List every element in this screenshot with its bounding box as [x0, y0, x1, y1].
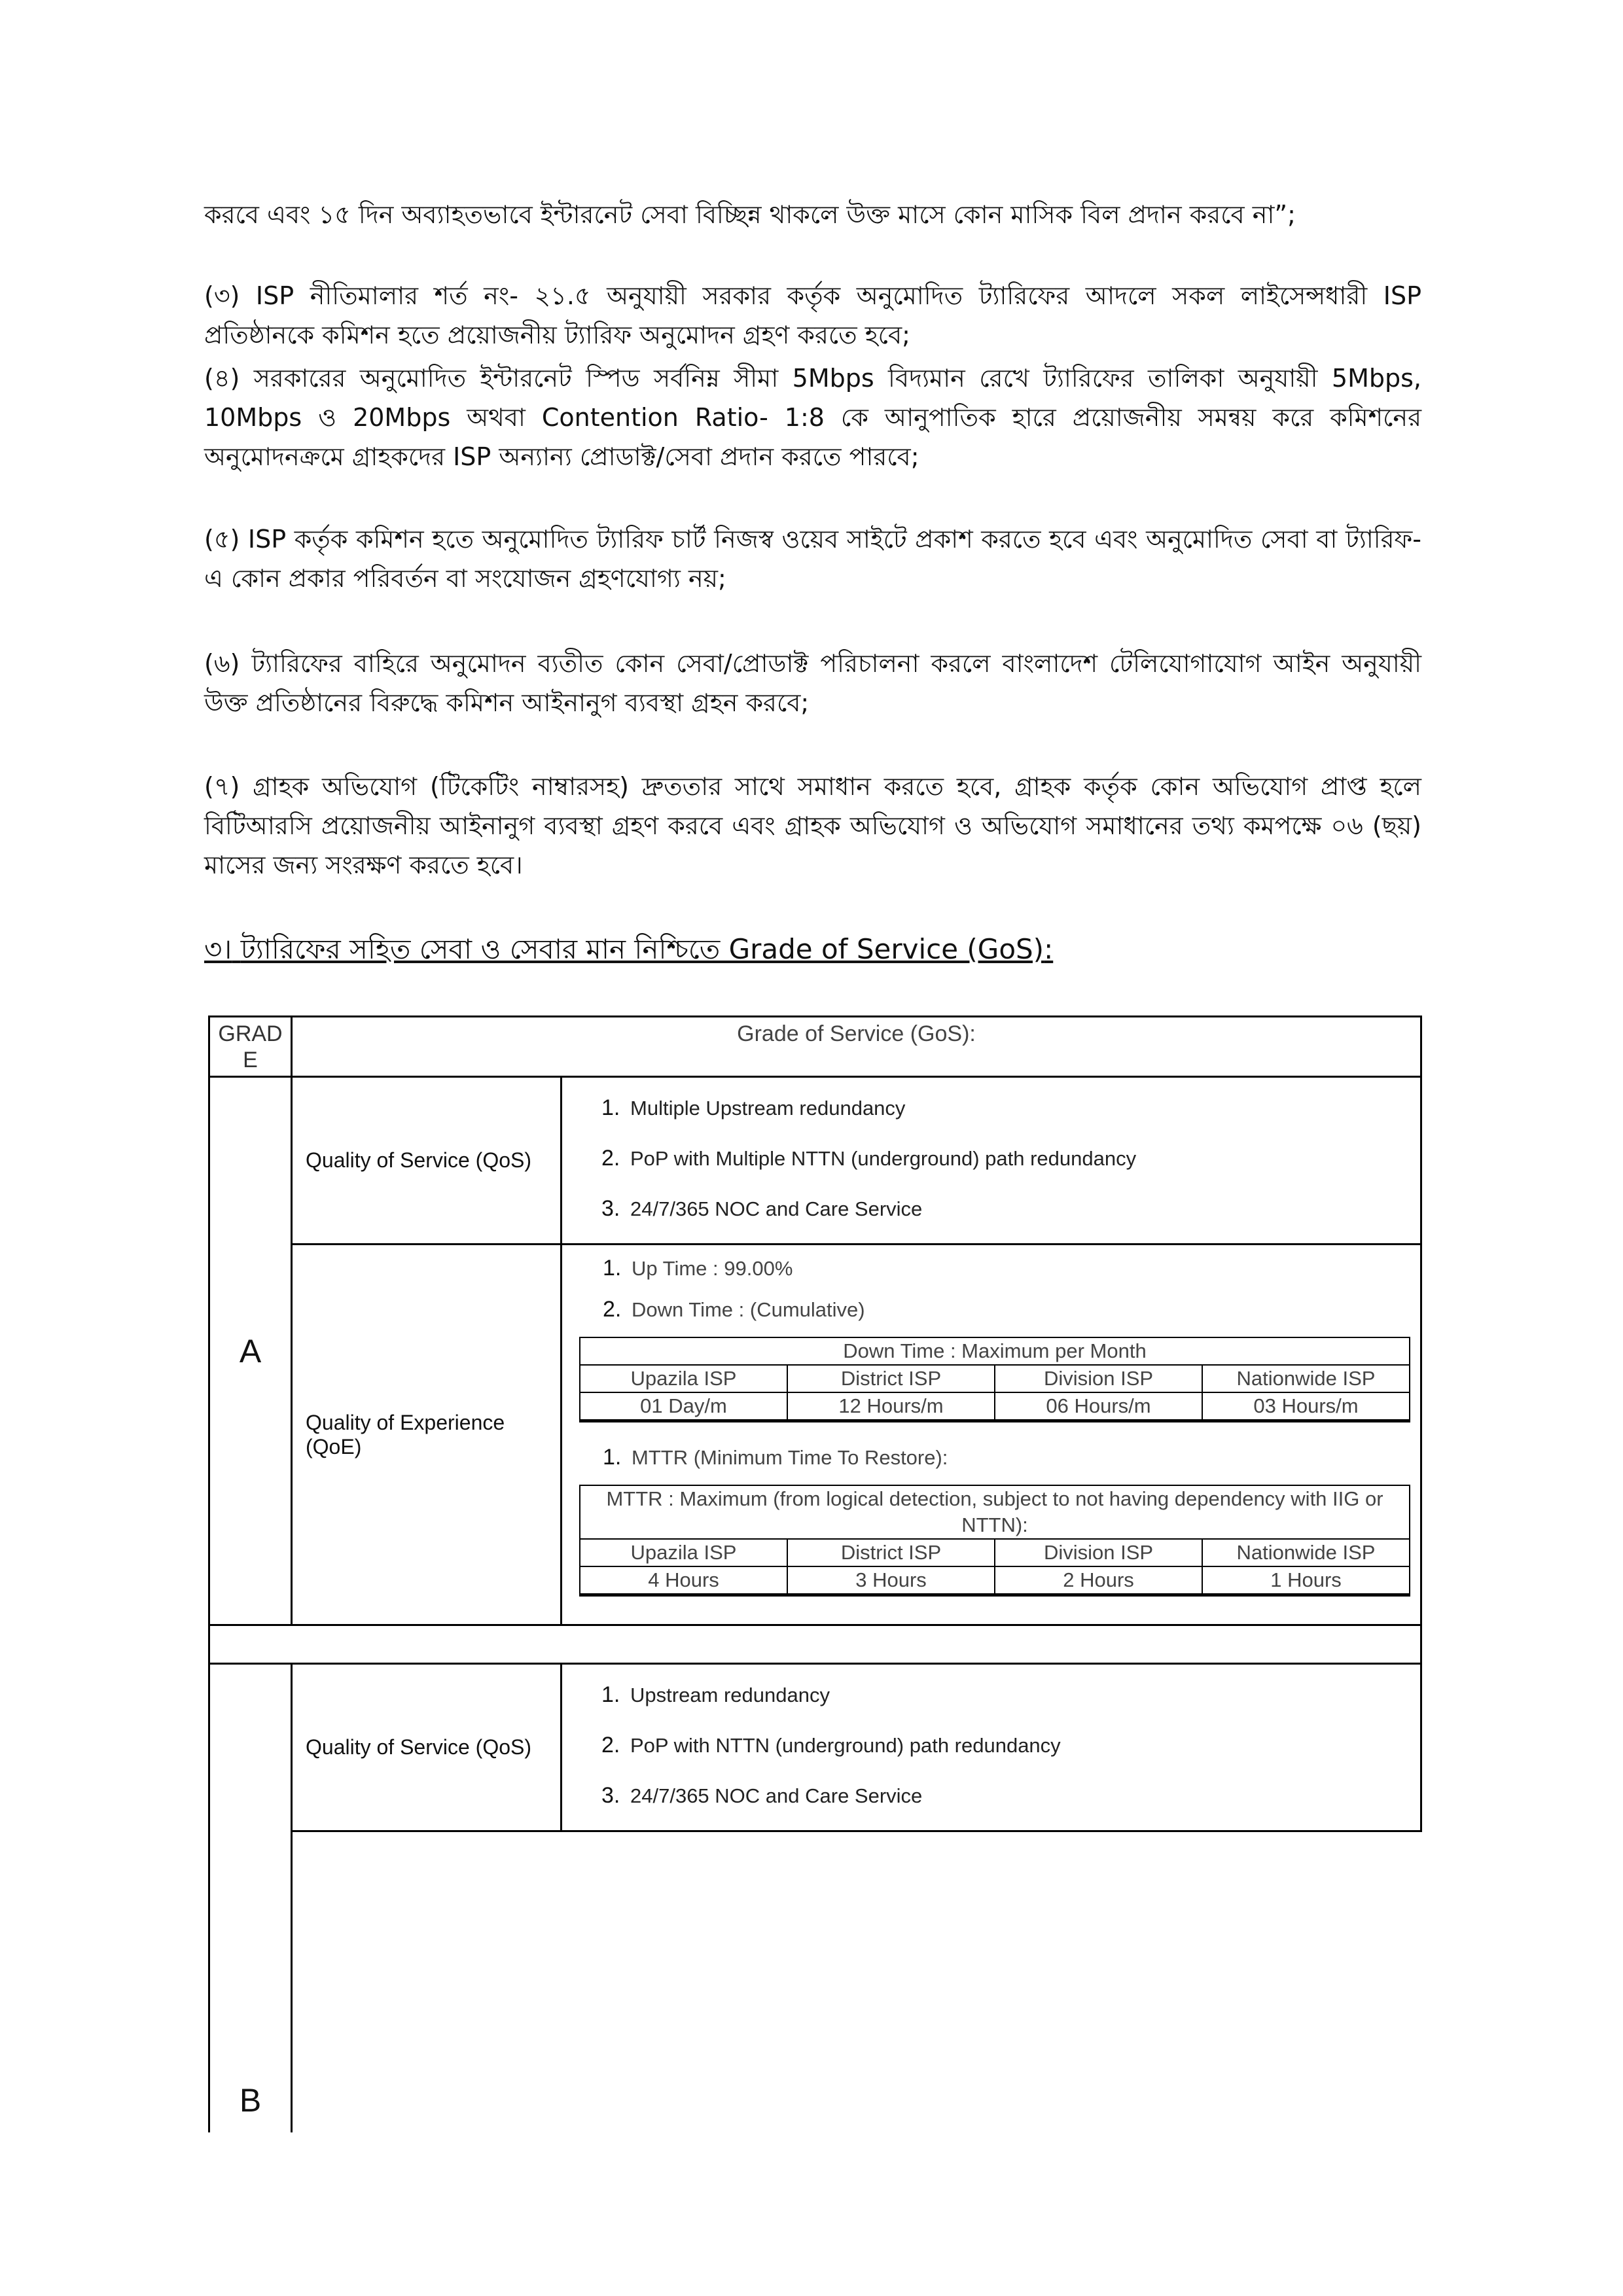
gos-header: Grade of Service (GoS):	[292, 1017, 1421, 1077]
list-item: 1. Up Time : 99.00%	[603, 1256, 793, 1280]
table-cell: 2 Hours	[995, 1566, 1202, 1595]
table-header: District ISP	[787, 1365, 995, 1392]
list-item: 2. Down Time : (Cumulative)	[603, 1297, 865, 1322]
mttr-table-title: MTTR : Maximum (from logical detection, subject to not having dependency with IIG or NTTN):	[580, 1485, 1410, 1539]
table-header: Upazila ISP	[580, 1365, 787, 1392]
table-spacer-row	[209, 1625, 1421, 1664]
grade-a-qoe-details	[562, 1245, 1421, 1625]
list-item: 1. Multiple Upstream redundancy	[601, 1095, 906, 1120]
downtime-table-title: Down Time : Maximum per Month	[580, 1337, 1410, 1365]
paragraph-7: (৭) গ্রাহক অভিযোগ (টিকেটিং নাম্বারসহ) দ্রুততার সাথে সমাধান করতে হবে, গ্রাহক কর্তৃক কোন অভিযোগ প্রাপ্ত হলে বিটিআরসি প্রয়োজনীয় আইনানুগ ব্যবস্থা গ্রহণ করবে এবং গ্রাহক অভিযোগ ও অভিযোগ সমাধানের তথ্য কমপক্ষে ০৬ (ছয়) মাসের জন্য সংরক্ষণ করতে হবে।	[204, 772, 1421, 879]
grade-a-label: A	[209, 1077, 292, 1625]
table-header: Division ISP	[995, 1539, 1202, 1566]
section-heading	[204, 928, 1053, 974]
paragraph-continuation: করবে এবং ১৫ দিন অব্যাহতভাবে ইন্টারনেট সেবা বিচ্ছিন্ন থাকলে উক্ত মাসে কোন মাসিক বিল প্রদান করবে না”;	[204, 200, 1296, 229]
table-header: Nationwide ISP	[1202, 1365, 1410, 1392]
table-cell: 4 Hours	[580, 1566, 787, 1595]
paragraph-3: (৩) ISP নীতিমালার শর্ত নং- ২১.৫ অনুযায়ী সরকার কর্তৃক অনুমোদিত ট্যারিফের আদলে সকল লাইসেন্সধারী ISP প্রতিষ্ঠানকে কমিশন হতে প্রয়োজনীয় ট্যারিফ অনুমোদন গ্রহণ করতে হবে;	[204, 281, 1421, 349]
list-item: 3. 24/7/365 NOC and Care Service	[601, 1196, 923, 1221]
mttr-table	[579, 1485, 1410, 1597]
table-header: District ISP	[787, 1539, 995, 1566]
table-header: Division ISP	[995, 1365, 1202, 1392]
paragraph-4: (৪) সরকারের অনুমোদিত ইন্টারনেট স্পিড সর্বনিম্ন সীমা 5Mbps বিদ্যমান রেখে ট্যারিফের তালিকা অনুযায়ী 5Mbps, 10Mbps ও 20Mbps অথবা Contention Ratio- 1:8 কে আনুপাতিক হারে প্রয়োজনীয় সমন্বয় করে কমিশনের অনুমোদনক্রমে গ্রাহকদের ISP অন্যান্য প্রোডাক্ট/সেবা প্রদান করতে পারবে;	[204, 364, 1421, 471]
grade-a-qos-label: Quality of Service (QoS)	[292, 1077, 562, 1245]
grade-b-continuation	[292, 1831, 1421, 2132]
list-item: 3. 24/7/365 NOC and Care Service	[601, 1783, 923, 1808]
section-title: ট্যারিফের সহিত সেবা ও সেবার মান নিশ্চিতে Grade of Service (GoS)	[240, 933, 1044, 965]
table-cell: 3 Hours	[787, 1566, 995, 1595]
section-suffix: :	[1044, 933, 1054, 965]
grade-b-qos-items	[562, 1664, 1421, 1831]
list-item: 1. Upstream redundancy	[601, 1682, 830, 1707]
grade-of-service-table	[208, 1016, 1422, 2132]
list-item: 2. PoP with Multiple NTTN (underground) path redundancy	[601, 1146, 1137, 1171]
table-cell: 03 Hours/m	[1202, 1392, 1410, 1421]
table-header: Nationwide ISP	[1202, 1539, 1410, 1566]
table-cell: 01 Day/m	[580, 1392, 787, 1421]
paragraph-6: (৬) ট্যারিফের বাহিরে অনুমোদন ব্যতীত কোন সেবা/প্রোডাক্ট পরিচালনা করলে বাংলাদেশ টেলিযোগাযোগ আইন অনুযায়ী উক্ত প্রতিষ্ঠানের বিরুদ্ধে কমিশন আইনানুগ ব্যবস্থা গ্রহন করবে;	[204, 649, 1421, 717]
table-cell: 06 Hours/m	[995, 1392, 1202, 1421]
list-item: 1. MTTR (Minimum Time To Restore):	[603, 1445, 948, 1470]
section-number: ৩।	[204, 933, 232, 965]
list-item: 2. PoP with NTTN (underground) path redundancy	[601, 1733, 1061, 1757]
grade-a-qoe-label: Quality of Experience (QoE)	[292, 1245, 562, 1625]
downtime-table	[579, 1337, 1410, 1422]
grade-b-qos-label: Quality of Service (QoS)	[292, 1664, 562, 1831]
table-header: Upazila ISP	[580, 1539, 787, 1566]
grade-b-label: B	[209, 1664, 292, 2132]
table-cell: 1 Hours	[1202, 1566, 1410, 1595]
grade-column-header: GRADE	[209, 1017, 292, 1077]
grade-a-qos-items	[562, 1077, 1421, 1245]
paragraph-5: (৫) ISP কর্তৃক কমিশন হতে অনুমোদিত ট্যারিফ চার্ট নিজস্ব ওয়েব সাইটে প্রকাশ করতে হবে এবং অনুমোদিত সেবা বা ট্যারিফ-এ কোন প্রকার পরিবর্তন বা সংযোজন গ্রহণযোগ্য নয়;	[204, 525, 1421, 593]
table-cell: 12 Hours/m	[787, 1392, 995, 1421]
